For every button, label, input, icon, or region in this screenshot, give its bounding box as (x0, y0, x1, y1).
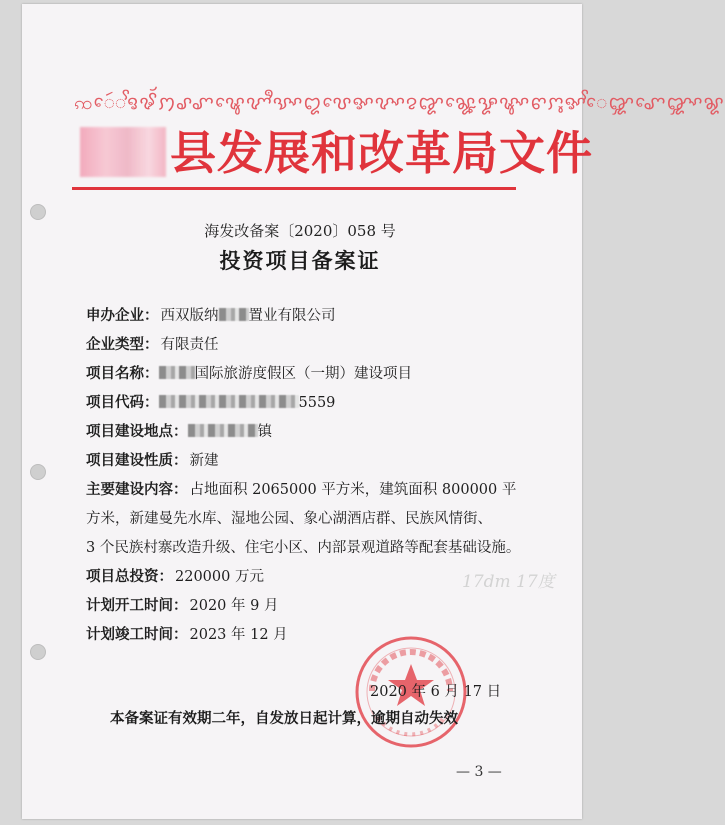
redacted-area (188, 424, 258, 437)
field-content-line: 方米，新建曼先水库、湿地公园、象心湖酒店群、民族风情街、 (86, 511, 492, 527)
field-total-investment: 项目总投资： 220000 万元 (86, 568, 264, 585)
field-project-name: 项目名称： 国际旅游度假区（一期）建设项目 (86, 365, 412, 382)
header-divider (72, 187, 516, 190)
document-number: 海发改备案〔2020〕058 号 (204, 222, 396, 240)
field-applicant: 申办企业： 西双版纳 置业有限公司 (86, 307, 336, 324)
validity-note: 本备案证有效期二年，自发放日起计算，逾期自动失效 (110, 710, 458, 727)
redacted-area (159, 395, 299, 408)
field-company-type: 企业类型： 有限责任 (86, 336, 219, 353)
field-start-time: 计划开工时间： 2020 年 9 月 (86, 597, 279, 614)
field-location: 项目建设地点： 镇 (86, 423, 272, 440)
binding-hole (30, 204, 46, 220)
binding-hole (30, 644, 46, 660)
field-end-time: 计划竣工时间： 2023 年 12 月 (86, 626, 288, 643)
watermark: 17dm 17度 (462, 572, 555, 592)
field-nature: 项目建设性质： 新建 (86, 452, 219, 469)
document-title: 投资项目备案证 (219, 248, 381, 273)
header-script-line: ꩡꨯꩃꨩꨅꨃꨮꩀꨣꨚꨡꨯꨉꨫꨕꨳꨁꨝꨯꨀꨖꨳꨂꨑꨘꨵꨯꨋꨡꨳꨓꨆꨶꨀꨩꨯꨒꨚꨯꨒꨳꨘ (74, 92, 725, 114)
binding-hole (30, 464, 46, 480)
redacted-area (219, 308, 249, 321)
redacted-area (159, 366, 195, 379)
field-content-line: 3 个民族村寨改造升级、住宅小区、内部景观道路等配套基础设施。 (86, 540, 521, 556)
field-label: 申办企业： (86, 307, 159, 324)
issue-date: 2020 年 6 月 17 日 (370, 684, 502, 700)
field-content: 主要建设内容： 占地面积 2065000 平方米，建筑面积 800000 平 (86, 481, 517, 498)
redacted-area (80, 127, 166, 177)
field-project-code: 项目代码： 5559 (86, 394, 336, 411)
page-number: — 3 — (456, 764, 502, 780)
document-header-title: 县发展和改革局文件 (170, 126, 593, 180)
